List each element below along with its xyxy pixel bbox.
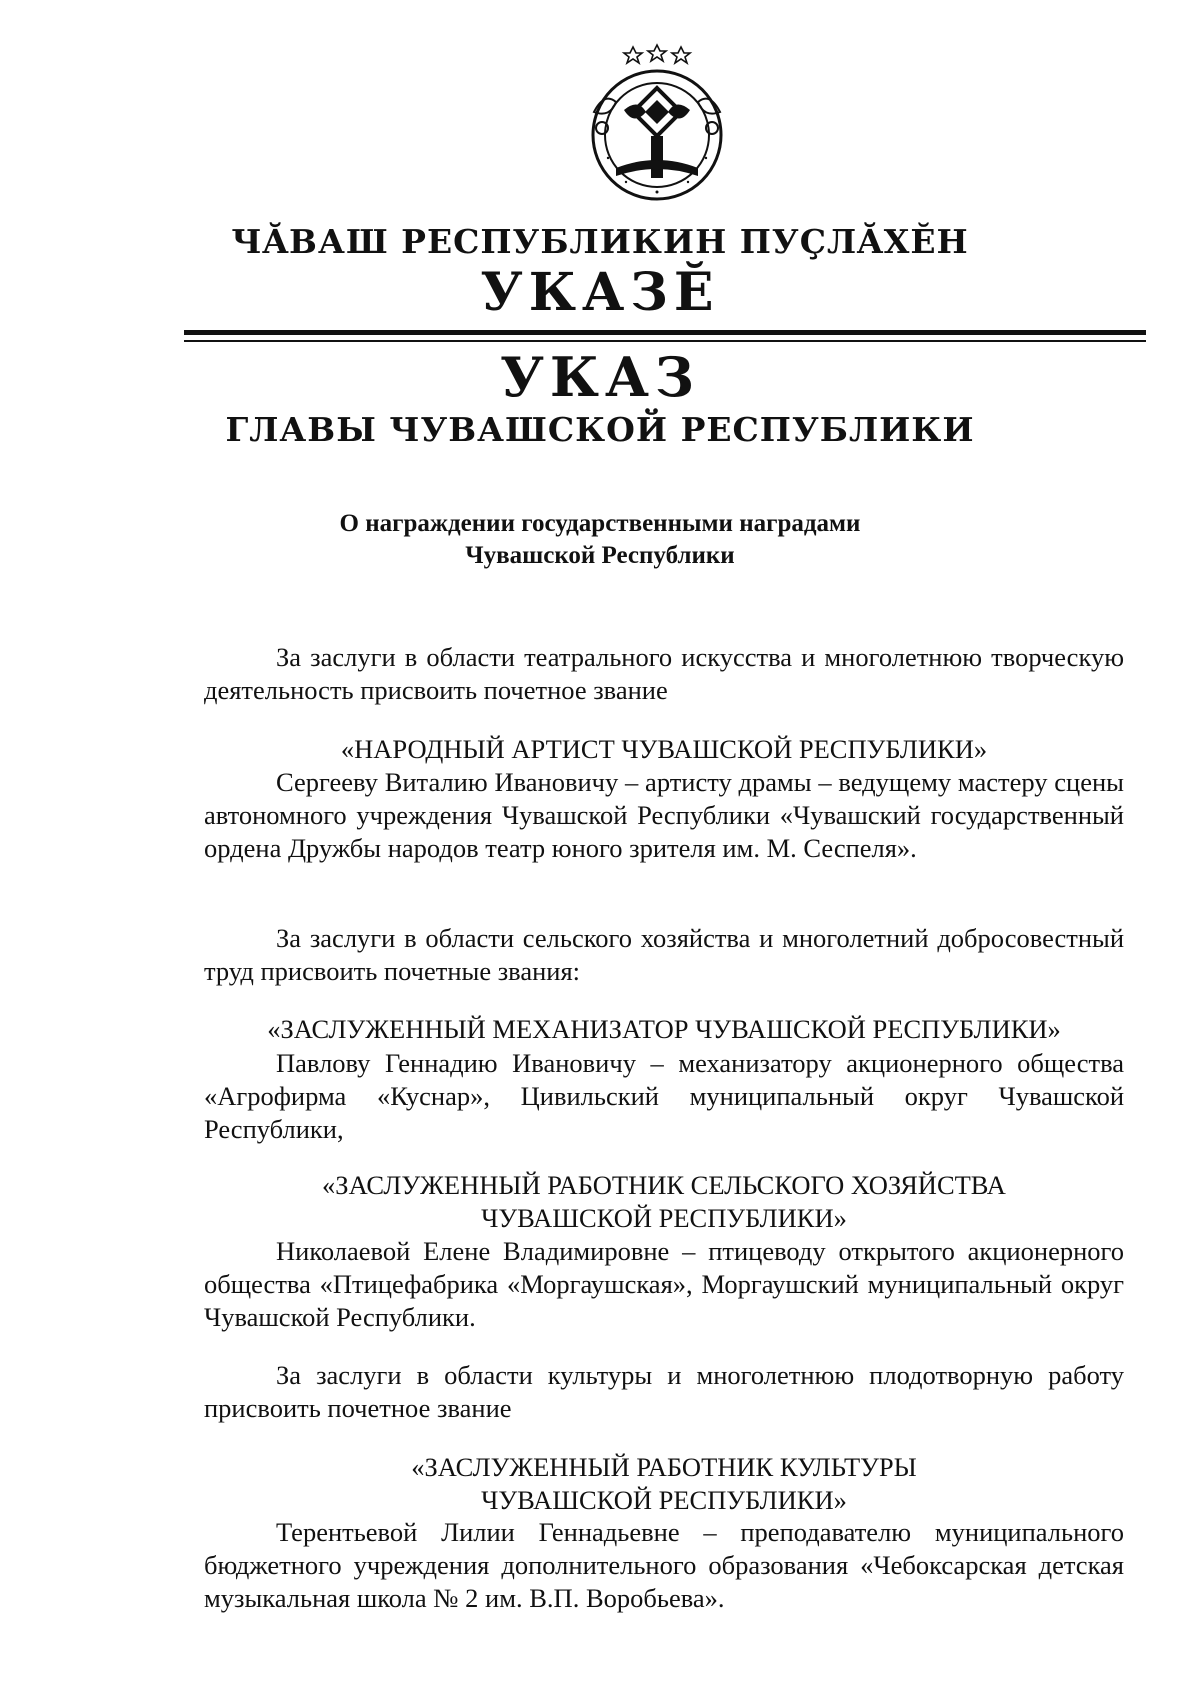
subject-line-2: Чувашской Республики <box>465 542 735 569</box>
coat-of-arms-icon <box>586 40 728 202</box>
honorary-title-line-2: ЧУВАШСКОЙ РЕСПУБЛИКИ» <box>481 1485 847 1515</box>
honorary-title: «ЗАСЛУЖЕННЫЙ МЕХАНИЗАТОР ЧУВАШСКОЙ РЕСПУБЛИКИ» <box>267 1014 1061 1044</box>
recipient-paragraph: Николаевой Елене Владимировне – птицеводу открытого акционерного общества «Птицефабрика «Моргаушская», Моргаушский муниципальный округ Чувашской Республики. <box>204 1236 1124 1332</box>
section-intro: За заслуги в области сельского хозяйства и многолетний добросовестный труд присвоить почетные звания: <box>204 923 1124 986</box>
honorary-title-line-2: ЧУВАШСКОЙ РЕСПУБЛИКИ» <box>481 1203 847 1233</box>
chuvash-title: ЧĂВАШ РЕСПУБЛИКИН ПУÇЛĂХĔН <box>231 222 969 261</box>
section-intro: За заслуги в области культуры и многолетнюю плодотворную работу присвоить почетное звание <box>204 1360 1124 1423</box>
honorary-title-line-1: «ЗАСЛУЖЕННЫЙ РАБОТНИК КУЛЬТУРЫ <box>411 1452 917 1482</box>
header-rule-thick <box>184 330 1146 335</box>
subject-line-1: О награждении государственными наградами <box>339 510 861 537</box>
recipient-paragraph: Терентьевой Лилии Геннадьевне – преподавателю муниципального бюджетного учреждения дополнительного образования «Чебоксарская детская музыкальная школа № 2 им. В.П. Воробьева». <box>204 1517 1124 1613</box>
decree-subject <box>0 508 1200 572</box>
recipient-paragraph: Павлову Геннадию Ивановичу – механизатору акционерного общества «Агрофирма «Куснар», Цивильский муниципальный округ Чувашской Республики, <box>204 1048 1124 1144</box>
russian-ukaz-heading: УКАЗ <box>500 345 700 409</box>
honorary-title: «НАРОДНЫЙ АРТИСТ ЧУВАШСКОЙ РЕСПУБЛИКИ» <box>340 734 988 764</box>
header-rule-thin <box>184 340 1146 342</box>
section-intro: За заслуги в области театрального искусства и многолетнюю творческую деятельность присвоить почетное звание <box>204 642 1124 705</box>
russian-title: ГЛАВЫ ЧУВАШСКОЙ РЕСПУБЛИКИ <box>225 410 975 449</box>
honorary-title <box>204 1169 1124 1235</box>
recipient-paragraph: Сергееву Виталию Ивановичу – артисту драмы – ведущему мастеру сцены автономного учреждения Чувашской Республики «Чувашский государственный ордена Дружбы народов театр юного зрителя им. М. Сеспеля». <box>204 767 1124 863</box>
honorary-title-line-1: «ЗАСЛУЖЕННЫЙ РАБОТНИК СЕЛЬСКОГО ХОЗЯЙСТВА <box>322 1170 1006 1200</box>
honorary-title <box>204 1451 1124 1517</box>
chuvash-ukaze-heading: УКАЗĔ <box>480 262 720 323</box>
